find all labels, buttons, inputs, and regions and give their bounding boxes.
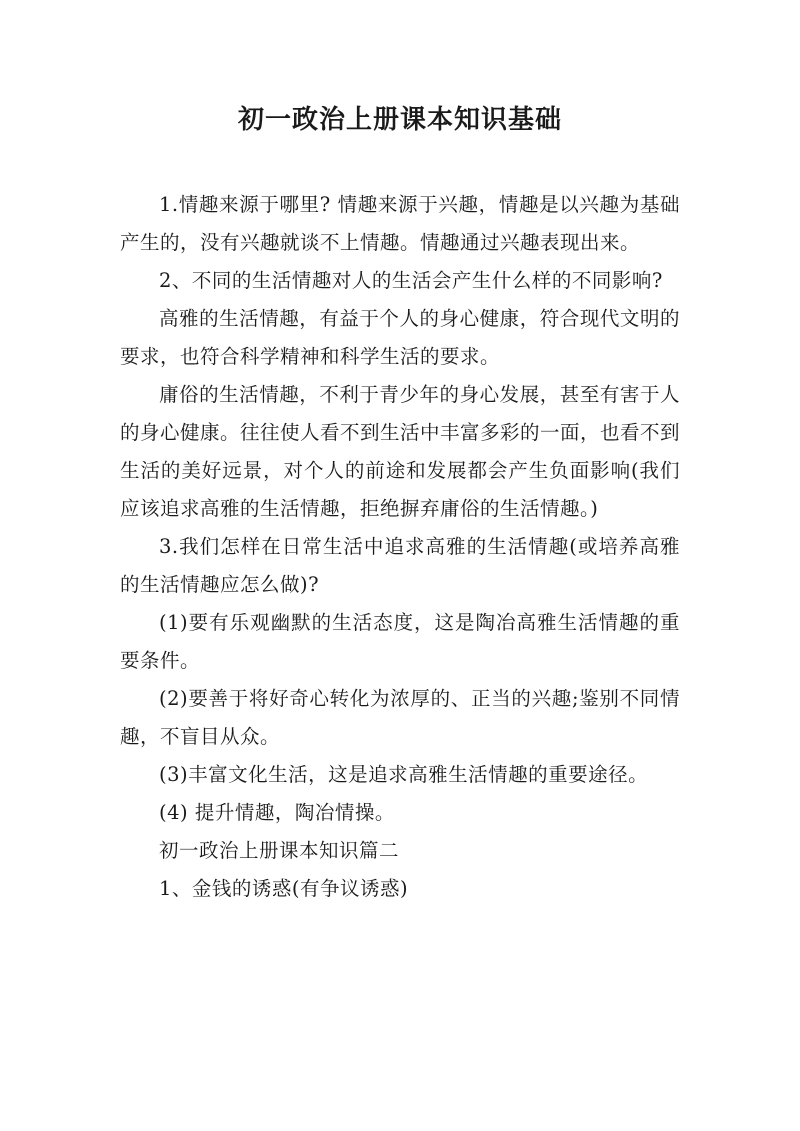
document-body [120,186,680,908]
paragraph-q3: 3.我们怎样在日常生活中追求高雅的生活情趣(或培养高雅的生活情趣应怎么做)? [120,535,680,596]
paragraph-q2: 2、不同的生活情趣对人的生活会产生什么样的不同影响? [159,269,663,292]
paragraph-point-1: (1)要有乐观幽默的生活态度，这是陶冶高雅生活情趣的重要条件。 [120,611,680,672]
paragraph-vulgar-interest: 庸俗的生活情趣，不利于青少年的身心发展，甚至有害于人的身心健康。往往使人看不到生活中丰富多彩的一面，也看不到生活的美好远景，对个人的前途和发展都会产生负面影响(我们应该追求高雅的生活情趣，拒绝摒弃庸俗的生活情趣。) [120,383,681,520]
section-heading-part-two: 初一政治上册课本知识篇二 [159,839,400,862]
paragraph-point-3: (3)丰富文化生活，这是追求高雅生活情趣的重要途径。 [159,763,649,786]
paragraph-point-2: (2)要善于将好奇心转化为浓厚的、正当的兴趣;鉴别不同情趣，不盲目从众。 [120,687,680,748]
paragraph-point-4: (4) 提升情趣，陶冶情操。 [159,801,395,824]
document-title: 初一政治上册课本知识基础 [237,105,562,135]
paragraph-money-temptation: 1、金钱的诱惑(有争议诱惑) [159,877,409,900]
paragraph-elegant-interest: 高雅的生活情趣，有益于个人的身心健康，符合现代文明的要求，也符合科学精神和科学生活的要求。 [120,307,680,368]
paragraph-q1: 1.情趣来源于哪里? 情趣来源于兴趣，情趣是以兴趣为基础产生的，没有兴趣就谈不上情趣。情趣通过兴趣表现出来。 [120,193,680,254]
